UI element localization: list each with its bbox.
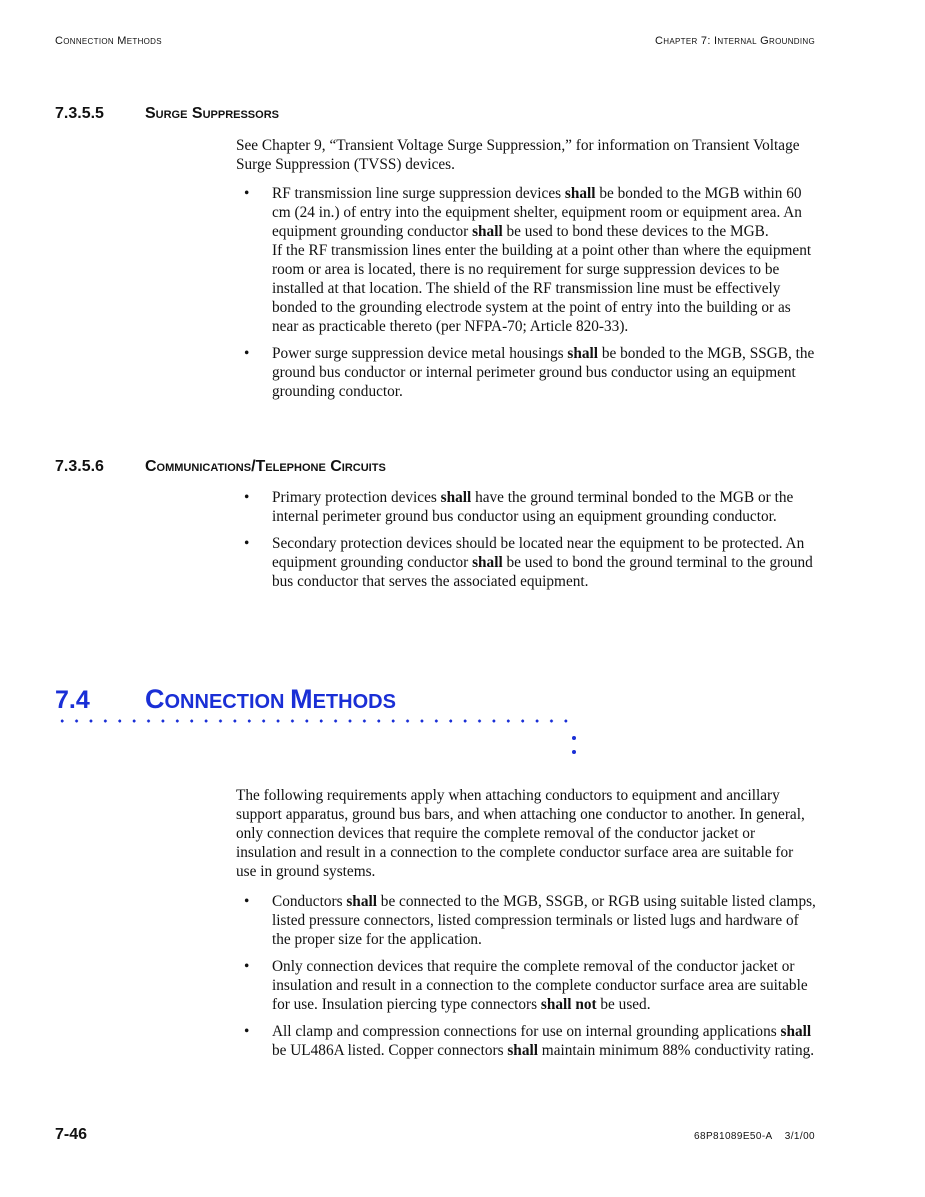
title-initial-m: M: [290, 684, 313, 714]
bullet-icon: •: [244, 893, 250, 910]
list-item: [236, 344, 816, 401]
text-run: Only connection devices that require the complete removal of the conductor jacket or insulation and result in a connection to the complete conductor surface area are suitable for use. Insulation piercing type connectors: [272, 958, 808, 1013]
section-number: 7.4: [55, 686, 90, 714]
dotted-rule: [55, 719, 577, 723]
emphasis: shall not: [540, 996, 597, 1013]
title-initial-c: C: [145, 684, 165, 714]
text-run: Primary protection devices: [272, 489, 441, 506]
text-run: be bonded to the MGB within 60 cm (24 in.) of entry into the equipment shelter, equipment room or equipment area. An equipment grounding conductor: [272, 185, 802, 240]
paragraph: See Chapter 9, “Transient Voltage Surge Suppression,” for information on Transient Voltage Surge Suppression (TVSS) devices.: [236, 137, 800, 173]
bullet-icon: •: [244, 958, 250, 975]
bullet-icon: •: [244, 535, 250, 552]
dotted-rule-dot: [572, 750, 576, 754]
text-run: Power surge suppression device metal housings: [272, 345, 568, 362]
section-title: Communications/Telephone Circuits: [145, 458, 386, 475]
text-run: RF transmission line surge suppression devices: [272, 185, 565, 202]
list-item: [236, 488, 816, 526]
list-item: [236, 892, 816, 949]
chapter-section-heading-74: [55, 684, 396, 715]
text-run: be bonded to the MGB, SSGB, the ground bus conductor or internal perimeter ground bus conductor using an equipment grounding conductor.: [272, 345, 815, 400]
document-id: 68P81089E50-A 3/1/00: [694, 1131, 815, 1142]
text-run: be used to bond the ground terminal to the ground bus conductor that serves the associated equipment.: [272, 554, 813, 590]
title-part: ETHODS: [312, 691, 396, 713]
emphasis: shall: [472, 223, 503, 240]
text-run: be connected to the MGB, SSGB, or RGB using suitable listed clamps, listed pressure connectors, listed compression terminals or listed lugs and hardware of the proper size for the application.: [272, 893, 816, 948]
title-part: ONNECTION: [164, 691, 291, 713]
section-heading-7355: [55, 105, 279, 123]
text-run: maintain minimum 88% conductivity rating.: [537, 1042, 815, 1059]
emphasis: shall: [472, 554, 503, 571]
section-heading-7356: [55, 458, 386, 476]
text-run: All clamp and compression connections for use on internal grounding applications: [272, 1023, 781, 1040]
section-body-7355: [236, 136, 816, 409]
section-title: Surge Suppressors: [145, 105, 279, 122]
running-header-right: Chapter 7: Internal Grounding: [655, 35, 815, 47]
list-item: [236, 534, 816, 591]
dotted-rule-dot: [572, 736, 576, 740]
emphasis: shall: [346, 893, 377, 910]
bullet-icon: •: [244, 345, 250, 362]
emphasis: shall: [780, 1023, 812, 1040]
bullet-icon: •: [244, 1023, 250, 1040]
emphasis: shall: [564, 185, 596, 202]
text-run: be UL486A listed. Copper connectors: [272, 1042, 508, 1059]
text-run: Secondary protection devices should be located near the equipment to be protected. An equipment grounding conductor: [272, 535, 805, 571]
text-run: Conductors: [272, 893, 347, 910]
bullet-icon: •: [244, 185, 250, 202]
text-run: be used.: [596, 996, 651, 1013]
text-run: have the ground terminal bonded to the MGB or the internal perimeter ground bus conductor using an equipment grounding conductor.: [272, 489, 794, 525]
page-number: 7-46: [55, 1126, 88, 1143]
bullet-icon: •: [244, 489, 250, 506]
text-run: be used to bond these devices to the MGB.: [502, 223, 769, 240]
list-item: [236, 957, 816, 1014]
list-item: [236, 1022, 816, 1060]
running-header-left: Connection Methods: [55, 35, 162, 47]
section-body-7356: [236, 488, 816, 599]
emphasis: shall: [440, 489, 472, 506]
sub-paragraph: If the RF transmission lines enter the building at a point other than where the equipment room or area is located, there is no requirement for surge suppression devices to be installed at that location. The shield of the RF transmission line must be effectively bonded to the grounding electrode system at the point of entry into the building or as near as practicable thereto (per NFPA-70; Article 820-33).: [272, 242, 812, 335]
section-number: 7.3.5.5: [55, 105, 104, 122]
list-item: [236, 184, 816, 336]
emphasis: shall: [567, 345, 599, 362]
section-body-74: [236, 786, 816, 1068]
paragraph: The following requirements apply when attaching conductors to equipment and ancillary support apparatus, ground bus bars, and when attaching one conductor to another. In general, only connection devices that require the complete removal of the conductor jacket or insulation and result in a connection to the complete conductor surface area are suitable for use in ground systems.: [236, 787, 805, 880]
emphasis: shall: [507, 1042, 538, 1059]
section-number: 7.3.5.6: [55, 458, 104, 475]
